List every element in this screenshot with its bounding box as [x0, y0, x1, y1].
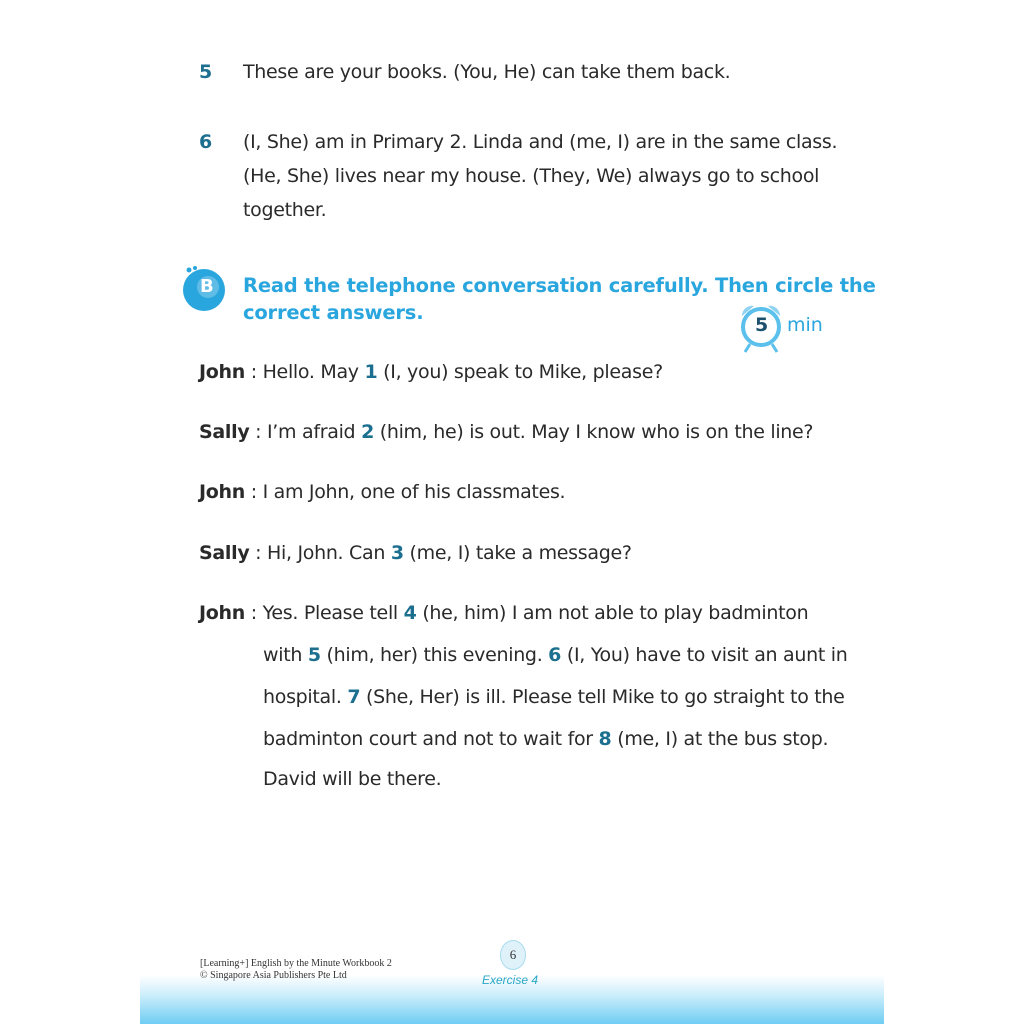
- timer-unit: min: [787, 314, 823, 336]
- dialogue-line: [263, 644, 847, 666]
- dialogue-text: (him, her) this evening.: [320, 644, 549, 666]
- exercise-label: Exercise 4: [482, 973, 539, 987]
- dialogue-line: [263, 686, 845, 708]
- question-number: 6: [199, 131, 213, 153]
- blank-number: 6: [548, 644, 562, 666]
- blank-number: 2: [361, 421, 374, 443]
- question-text: (He, She) lives near my house. (They, We) always go to school: [243, 165, 820, 187]
- blank-number: 5: [307, 644, 321, 666]
- dialogue-text: with: [263, 644, 308, 666]
- blank-number: 8: [598, 728, 612, 750]
- dialogue-text: : Hello. May: [244, 361, 365, 383]
- blank-number: 1: [364, 361, 378, 383]
- speaker-name: Sally: [199, 421, 250, 443]
- section-badge-letter: B: [200, 276, 214, 297]
- dialogue-text: (I, you) speak to Mike, please?: [377, 361, 663, 383]
- question-text: These are your books. (You, He) can take them back.: [243, 61, 731, 83]
- dialogue-text: badminton court and not to wait for: [263, 728, 599, 750]
- dialogue-line: [199, 602, 808, 624]
- dialogue-text: (me, I) at the bus stop.: [611, 728, 829, 750]
- dialogue-line: [199, 361, 663, 383]
- dialogue-text: (I, You) have to visit an aunt in: [561, 644, 848, 666]
- dialogue-text: : Yes. Please tell: [244, 602, 404, 624]
- question-number: 5: [199, 61, 213, 83]
- footer-title: [Learning+] English by the Minute Workbook 2: [200, 958, 392, 969]
- dialogue-text: : I am John, one of his classmates.: [244, 481, 566, 503]
- dialogue-line: [199, 542, 632, 564]
- dialogue-text: (She, Her) is ill. Please tell Mike to go straight to the: [360, 686, 845, 708]
- dialogue-text: (him, he) is out. May I know who is on the line?: [373, 421, 814, 443]
- dialogue-text: : Hi, John. Can: [249, 542, 391, 564]
- dialogue-line: [263, 728, 828, 750]
- blank-number: 3: [390, 542, 404, 564]
- alarm-clock-icon: [738, 302, 784, 356]
- dialogue-text: (he, him) I am not able to play badminton: [416, 602, 809, 624]
- timer-value: 5: [755, 314, 769, 336]
- dialogue-text: (me, I) take a message?: [403, 542, 632, 564]
- blank-number: 7: [347, 686, 361, 708]
- footer-copyright: © Singapore Asia Publishers Pte Ltd: [200, 970, 347, 981]
- dialogue-text: : I’m afraid: [249, 421, 362, 443]
- dialogue-line: [199, 481, 565, 503]
- speaker-name: John: [199, 361, 245, 383]
- speaker-name: John: [199, 602, 245, 624]
- page: [140, 0, 884, 1024]
- section-instruction: Read the telephone conversation carefully. Then circle the: [243, 274, 876, 297]
- page-number: 6: [500, 940, 526, 970]
- blank-number: 4: [403, 602, 417, 624]
- section-b-badge-icon: [180, 266, 226, 312]
- section-instruction: correct answers.: [243, 301, 424, 324]
- speaker-name: John: [199, 481, 245, 503]
- speaker-name: Sally: [199, 542, 250, 564]
- dialogue-text: hospital.: [263, 686, 348, 708]
- dialogue-text: David will be there.: [263, 768, 442, 790]
- dialogue-line: [199, 421, 813, 443]
- question-text: together.: [243, 199, 327, 221]
- question-text: (I, She) am in Primary 2. Linda and (me, I) are in the same class.: [243, 131, 838, 153]
- dialogue-line: [263, 768, 441, 790]
